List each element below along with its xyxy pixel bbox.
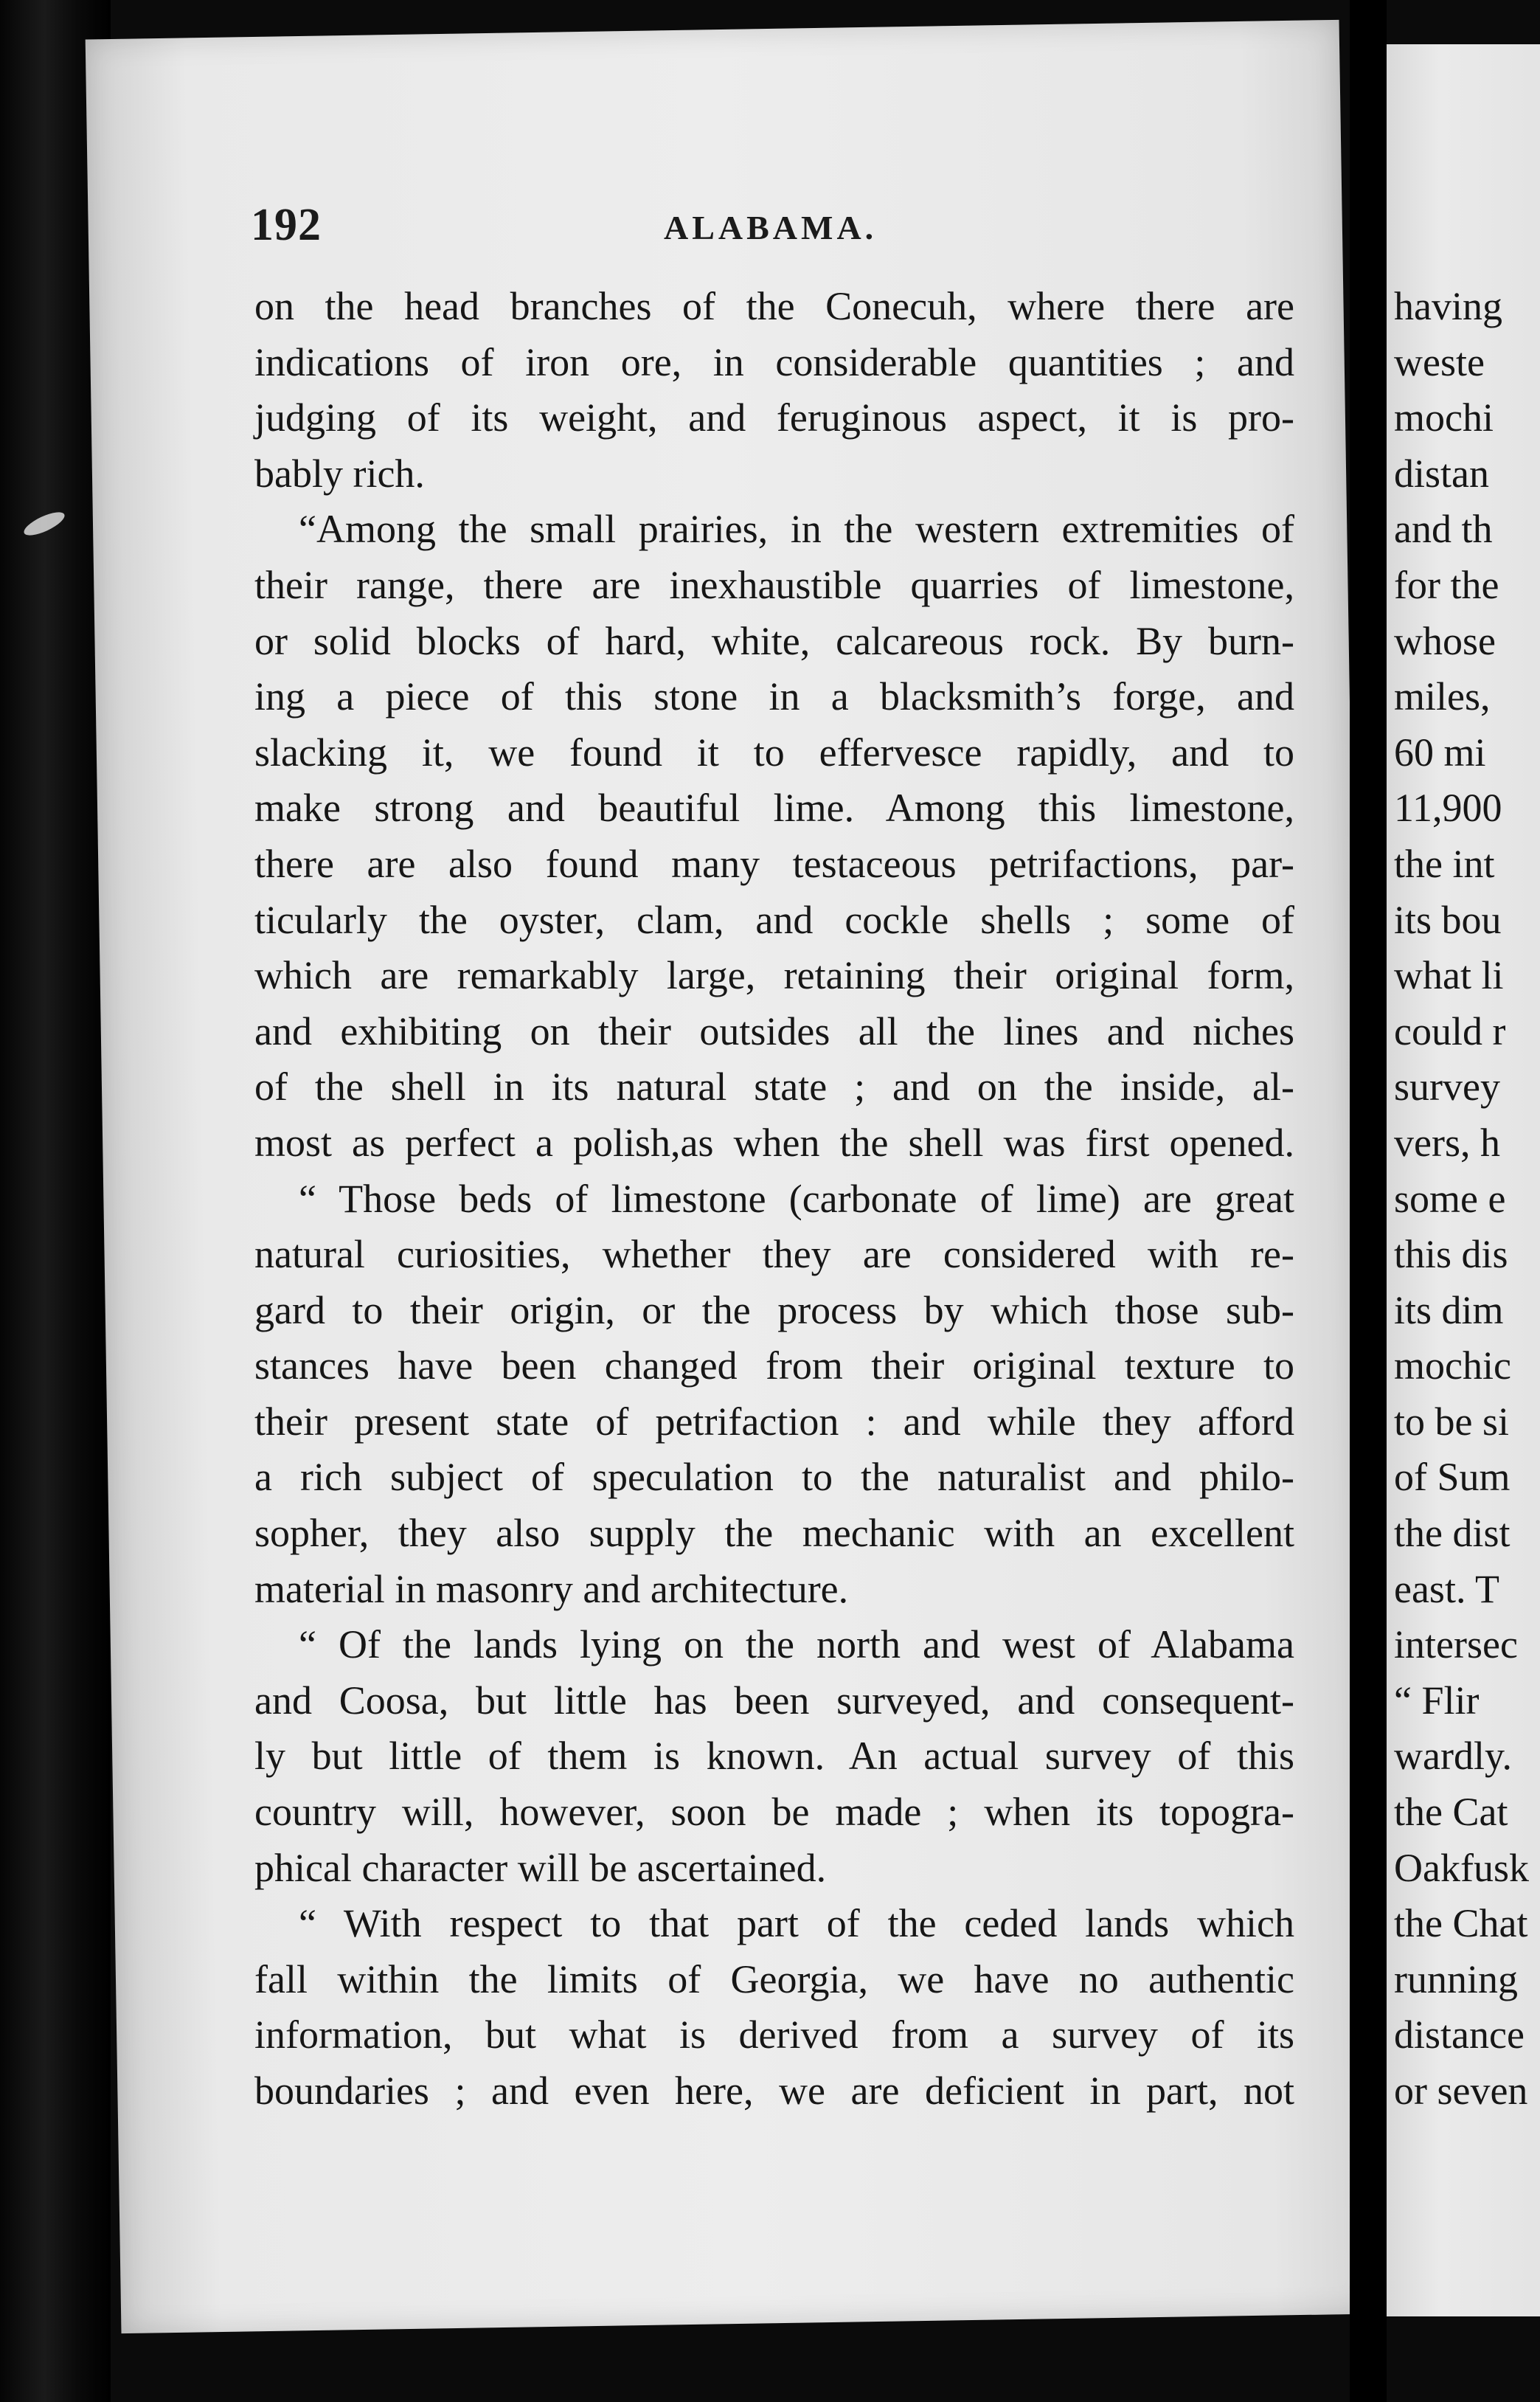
text-line: judging of its weight, and feruginous aspect, it is pro- bbox=[254, 395, 1294, 440]
text-line: boundaries ; and even here, we are deficient in part, not bbox=[254, 2069, 1294, 2113]
text-fragment: its bou bbox=[1394, 897, 1502, 942]
text-fragment: could r bbox=[1394, 1008, 1506, 1053]
text-line: phical character will be ascertained. bbox=[254, 1845, 827, 1890]
text-fragment: its dim bbox=[1394, 1287, 1504, 1332]
text-fragment: the Cat bbox=[1394, 1790, 1508, 1835]
text-fragment: of Sum bbox=[1394, 1455, 1510, 1500]
text-line: indications of iron ore, in considerable quantities ; and bbox=[254, 339, 1294, 384]
text-fragment: the Chat bbox=[1394, 1901, 1528, 1946]
text-line: natural curiosities, whether they are considered with re- bbox=[254, 1232, 1294, 1277]
text-fragment: Oakfusk bbox=[1394, 1845, 1529, 1890]
text-line: “ Those beds of limestone (carbonate of lime) are great bbox=[299, 1176, 1294, 1221]
text-fragment: the dist bbox=[1394, 1511, 1510, 1556]
text-fragment: “ Flir bbox=[1394, 1678, 1480, 1723]
text-fragment: mochi bbox=[1394, 395, 1494, 440]
text-fragment: weste bbox=[1394, 339, 1485, 384]
text-line: their present state of petrifaction : and while they afford bbox=[254, 1399, 1294, 1444]
text-line: ly but little of them is known. An actual survey of this bbox=[254, 1734, 1294, 1779]
text-line: bably rich. bbox=[254, 451, 425, 496]
text-fragment: and th bbox=[1394, 507, 1493, 552]
text-line: “ With respect to that part of the ceded lands which bbox=[299, 1901, 1294, 1946]
text-fragment: 11,900 bbox=[1394, 786, 1502, 831]
page-gutter bbox=[1350, 0, 1387, 2402]
text-line: information, but what is derived from a survey of its bbox=[254, 2012, 1294, 2057]
text-line: “ Of the lands lying on the north and west of Alabama bbox=[299, 1622, 1294, 1667]
text-line: there are also found many testaceous petrifactions, par- bbox=[254, 841, 1294, 886]
right-page-text bbox=[1394, 279, 1540, 2119]
text-line: gard to their origin, or the process by which those sub- bbox=[254, 1287, 1294, 1332]
text-fragment: the int bbox=[1394, 841, 1495, 886]
text-fragment: 60 mi bbox=[1394, 730, 1486, 775]
text-line: country will, however, soon be made ; when its topogra- bbox=[254, 1790, 1294, 1835]
page-number: 192 bbox=[251, 200, 322, 250]
text-fragment: distance bbox=[1394, 2012, 1525, 2057]
text-fragment: intersec bbox=[1394, 1622, 1518, 1667]
text-fragment: running bbox=[1394, 1956, 1518, 2001]
text-line: slacking it, we found it to effervesce rapidly, and to bbox=[254, 730, 1294, 775]
text-line: or solid blocks of hard, white, calcareous rock. By burn- bbox=[254, 618, 1294, 663]
text-line: which are remarkably large, retaining their original form, bbox=[254, 953, 1294, 998]
text-fragment: this dis bbox=[1394, 1232, 1508, 1277]
text-fragment: miles, bbox=[1394, 674, 1491, 719]
text-line: fall within the limits of Georgia, we have no authentic bbox=[254, 1956, 1294, 2001]
text-fragment: for the bbox=[1394, 562, 1499, 607]
text-line: on the head branches of the Conecuh, where there are bbox=[254, 284, 1294, 328]
text-line: stances have been changed from their original texture to bbox=[254, 1343, 1294, 1388]
text-line: sopher, they also supply the mechanic with an excellent bbox=[254, 1511, 1294, 1556]
text-fragment: mochic bbox=[1394, 1343, 1511, 1388]
text-line: most as perfect a polish,as when the shell was first opened. bbox=[254, 1120, 1294, 1165]
text-fragment: or seven bbox=[1394, 2069, 1528, 2113]
text-line: and Coosa, but little has been surveyed, and consequent- bbox=[254, 1678, 1294, 1723]
text-fragment: some e bbox=[1394, 1176, 1506, 1221]
text-line: material in masonry and architecture. bbox=[254, 1566, 849, 1611]
text-fragment: survey bbox=[1394, 1065, 1500, 1110]
running-head: ALABAMA. bbox=[664, 209, 878, 246]
text-fragment: to be si bbox=[1394, 1399, 1509, 1444]
text-line: of the shell in its natural state ; and on the inside, al- bbox=[254, 1065, 1294, 1110]
text-line: ticularly the oyster, clam, and cockle shells ; some of bbox=[254, 897, 1294, 942]
text-fragment: east. T bbox=[1394, 1566, 1499, 1611]
text-fragment: wardly. bbox=[1394, 1734, 1512, 1779]
text-line: “Among the small prairies, in the western extremities of bbox=[299, 507, 1294, 552]
text-line: and exhibiting on their outsides all the lines and niches bbox=[254, 1008, 1294, 1053]
text-line: a rich subject of speculation to the naturalist and philo- bbox=[254, 1455, 1294, 1500]
body-text bbox=[254, 279, 1294, 2119]
text-fragment: vers, h bbox=[1394, 1120, 1500, 1165]
text-fragment: having bbox=[1394, 284, 1502, 328]
text-fragment: whose bbox=[1394, 618, 1496, 663]
text-line: make strong and beautiful lime. Among this limestone, bbox=[254, 786, 1294, 831]
page-header bbox=[148, 192, 1298, 258]
text-fragment: distan bbox=[1394, 451, 1489, 496]
text-line: their range, there are inexhaustible quarries of limestone, bbox=[254, 562, 1294, 607]
text-fragment: what li bbox=[1394, 953, 1504, 998]
text-line: ing a piece of this stone in a blacksmith’s forge, and bbox=[254, 674, 1294, 719]
